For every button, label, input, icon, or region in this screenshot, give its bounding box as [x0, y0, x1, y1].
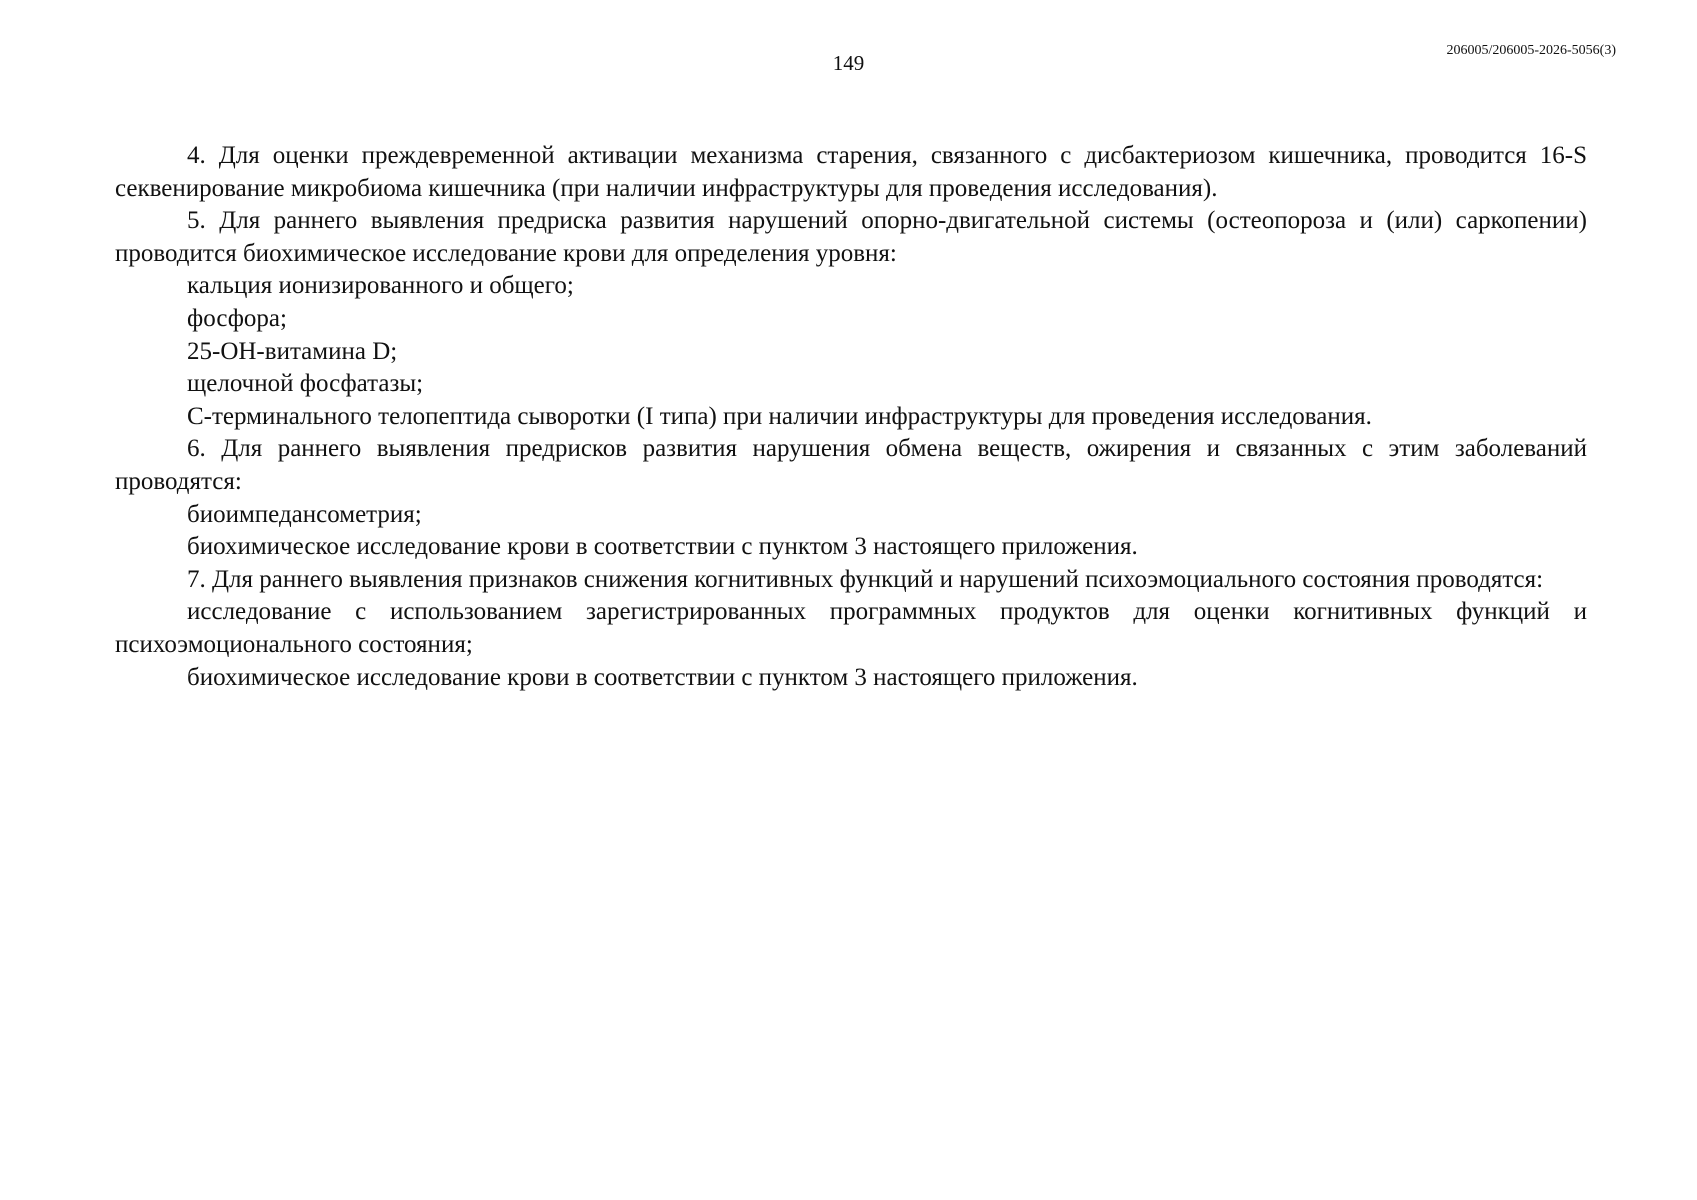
document-body	[115, 140, 1587, 694]
list-item: биоимпедансометрия;	[187, 500, 422, 528]
list-item: 25-ОН-витамина D;	[187, 337, 398, 365]
paragraph-6: 6. Для раннего выявления предрисков развития нарушения обмена веществ, ожирения и связанных с этим заболеваний проводятся:	[115, 435, 1587, 495]
list-item: кальция ионизированного и общего;	[187, 272, 574, 300]
document-id: 206005/206005-2026-5056(3)	[1446, 43, 1616, 58]
list-item: С-терминального телопептида сыворотки (I типа) при наличии инфраструктуры для проведения исследования.	[187, 402, 1372, 430]
paragraph-5: 5. Для раннего выявления предриска развития нарушений опорно-двигательной системы (остеопороза и (или) саркопении) проводится биохимическое исследование крови для определения уровня:	[115, 207, 1587, 267]
list-item: биохимическое исследование крови в соответствии с пунктом 3 настоящего приложения.	[187, 663, 1138, 691]
page-number: 149	[832, 51, 865, 75]
list-item: щелочной фосфатазы;	[187, 370, 424, 398]
list-item: фосфора;	[187, 304, 287, 332]
paragraph-4: 4. Для оценки преждевременной активации механизма старения, связанного с дисбактериозом кишечника, проводится 16-S секвенирование микробиома кишечника (при наличии инфраструктуры для проведения исследования).	[115, 142, 1587, 202]
list-item: исследование с использованием зарегистрированных программных продуктов для оценки когнитивных функций и психоэмоционального состояния;	[115, 598, 1587, 658]
list-item: биохимическое исследование крови в соответствии с пунктом 3 настоящего приложения.	[187, 533, 1138, 561]
paragraph-7: 7. Для раннего выявления признаков снижения когнитивных функций и нарушений психоэмоциального состояния проводятся:	[187, 565, 1544, 593]
